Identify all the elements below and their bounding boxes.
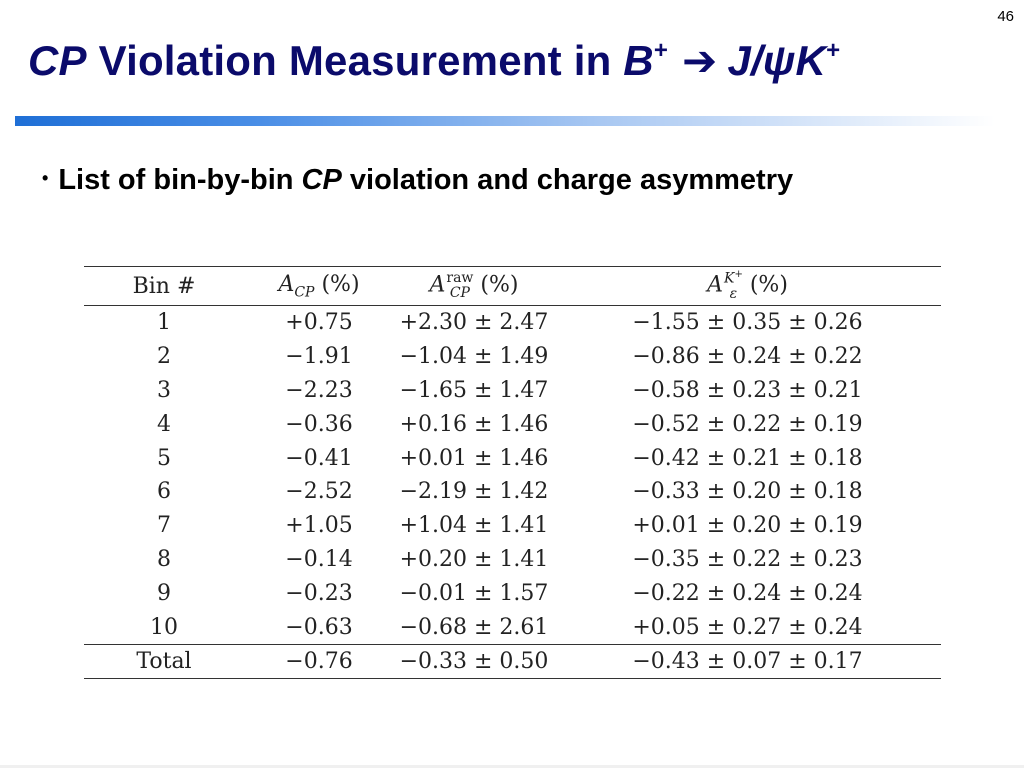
cell-acp: −2.23 <box>285 377 353 403</box>
header-eps-sup-plus: + <box>734 269 743 281</box>
header-raw-symbol: A <box>429 273 446 298</box>
header-eps-sup: K <box>723 271 735 288</box>
cell-total-a-eps: −0.43 ± 0.07 ± 0.17 <box>554 644 941 678</box>
header-eps-script <box>724 270 743 301</box>
cell-acp-raw: +0.20 ± 1.41 <box>399 546 549 572</box>
cell-acp: −2.52 <box>285 479 353 505</box>
table-row <box>84 407 941 441</box>
table-header-row <box>84 267 941 306</box>
title-k: K <box>795 37 827 84</box>
header-eps-symbol: A <box>707 273 723 298</box>
header-acp-unit: (%) <box>321 271 360 297</box>
cell-bin: 2 <box>157 344 171 370</box>
header-raw-sub: CP <box>449 285 470 301</box>
header-raw-script <box>446 271 473 300</box>
cell-bin: 9 <box>157 580 171 606</box>
cell-a-eps: +0.01 ± 0.20 ± 0.19 <box>632 513 863 539</box>
cell-a-eps: −0.33 ± 0.20 ± 0.18 <box>632 479 863 505</box>
asymmetry-table <box>84 266 941 679</box>
cell-acp: −0.41 <box>285 445 353 471</box>
title-jpsi: J/ψ <box>727 37 796 84</box>
table-row <box>84 509 941 543</box>
table-row <box>84 543 941 577</box>
cell-a-eps: −0.35 ± 0.22 ± 0.23 <box>632 546 863 572</box>
table-row <box>84 576 941 610</box>
cell-bin: 1 <box>157 310 171 336</box>
cell-acp-raw: −1.04 ± 1.49 <box>399 344 549 370</box>
cell-total-label: Total <box>84 644 244 678</box>
header-acp-raw <box>394 267 554 306</box>
cell-bin: 10 <box>150 614 178 640</box>
header-eps-sup-group <box>724 270 743 286</box>
table-row <box>84 374 941 408</box>
cell-acp-raw: +1.04 ± 1.41 <box>399 513 549 539</box>
arrow-icon: ➔ <box>682 37 718 84</box>
cell-a-eps: +0.05 ± 0.27 ± 0.24 <box>632 614 863 640</box>
bullet-item <box>42 164 793 197</box>
table-row <box>84 610 941 644</box>
bullet-cp: CP <box>301 164 342 196</box>
cell-acp-raw: +0.01 ± 1.46 <box>399 445 549 471</box>
header-eps-sub: ε <box>729 285 738 302</box>
table-total-row <box>84 644 941 678</box>
header-eps-unit: (%) <box>749 273 788 298</box>
cell-a-eps: −0.86 ± 0.24 ± 0.22 <box>632 344 863 370</box>
bullet-dot-icon: • <box>42 167 49 188</box>
title-text: Violation Measurement in <box>86 37 624 84</box>
cell-acp-raw: +0.16 ± 1.46 <box>399 411 549 437</box>
cell-acp-raw: −0.68 ± 2.61 <box>399 614 549 640</box>
title-k-sup: + <box>826 37 841 64</box>
cell-a-eps: −0.42 ± 0.21 ± 0.18 <box>632 445 863 471</box>
title-underline-bar <box>15 116 995 126</box>
cell-a-eps: −0.52 ± 0.22 ± 0.19 <box>632 411 863 437</box>
header-acp <box>244 267 394 306</box>
cell-acp: −0.23 <box>285 580 353 606</box>
header-raw-unit: (%) <box>480 273 519 298</box>
slide-title <box>28 36 840 85</box>
slide-number: 46 <box>997 8 1014 25</box>
cell-acp-raw: +2.30 ± 2.47 <box>399 310 549 336</box>
cell-bin: 5 <box>157 445 171 471</box>
cell-acp: +0.75 <box>285 310 353 336</box>
cell-acp: −1.91 <box>285 344 353 370</box>
cell-acp: −0.63 <box>285 614 353 640</box>
cell-acp-raw: −1.65 ± 1.47 <box>399 377 549 403</box>
cell-bin: 7 <box>157 513 171 539</box>
table-row <box>84 475 941 509</box>
cell-total-acp-raw: −0.33 ± 0.50 <box>394 644 554 678</box>
cell-bin: 3 <box>157 377 171 403</box>
table-row <box>84 441 941 475</box>
cell-acp-raw: −0.01 ± 1.57 <box>399 580 549 606</box>
cell-a-eps: −1.55 ± 0.35 ± 0.26 <box>632 310 863 336</box>
cell-acp: −0.36 <box>285 411 353 437</box>
table-row <box>84 340 941 374</box>
header-bin-label: Bin # <box>132 273 196 299</box>
header-acp-sub: CP <box>294 284 315 301</box>
cell-acp: +1.05 <box>285 513 353 539</box>
title-cp: CP <box>28 37 87 84</box>
cell-acp: −0.14 <box>285 546 353 572</box>
bullet-text-before: List of bin-by-bin <box>58 164 302 196</box>
header-acp-symbol: A <box>278 271 295 297</box>
header-raw-sup: raw <box>446 270 474 287</box>
header-bin <box>84 267 244 306</box>
cell-a-eps: −0.58 ± 0.23 ± 0.21 <box>632 377 863 403</box>
bullet-text-after: violation and charge asymmetry <box>341 164 794 196</box>
title-b-sup: + <box>653 37 669 64</box>
cell-bin: 8 <box>157 546 171 572</box>
cell-a-eps: −0.22 ± 0.24 ± 0.24 <box>632 580 863 606</box>
table-row <box>84 306 941 340</box>
header-a-eps <box>554 267 941 306</box>
cell-bin: 6 <box>157 479 171 505</box>
cell-bin: 4 <box>157 411 171 437</box>
cell-total-acp: −0.76 <box>244 644 394 678</box>
title-b: B <box>623 37 654 84</box>
cell-acp-raw: −2.19 ± 1.42 <box>399 479 549 505</box>
